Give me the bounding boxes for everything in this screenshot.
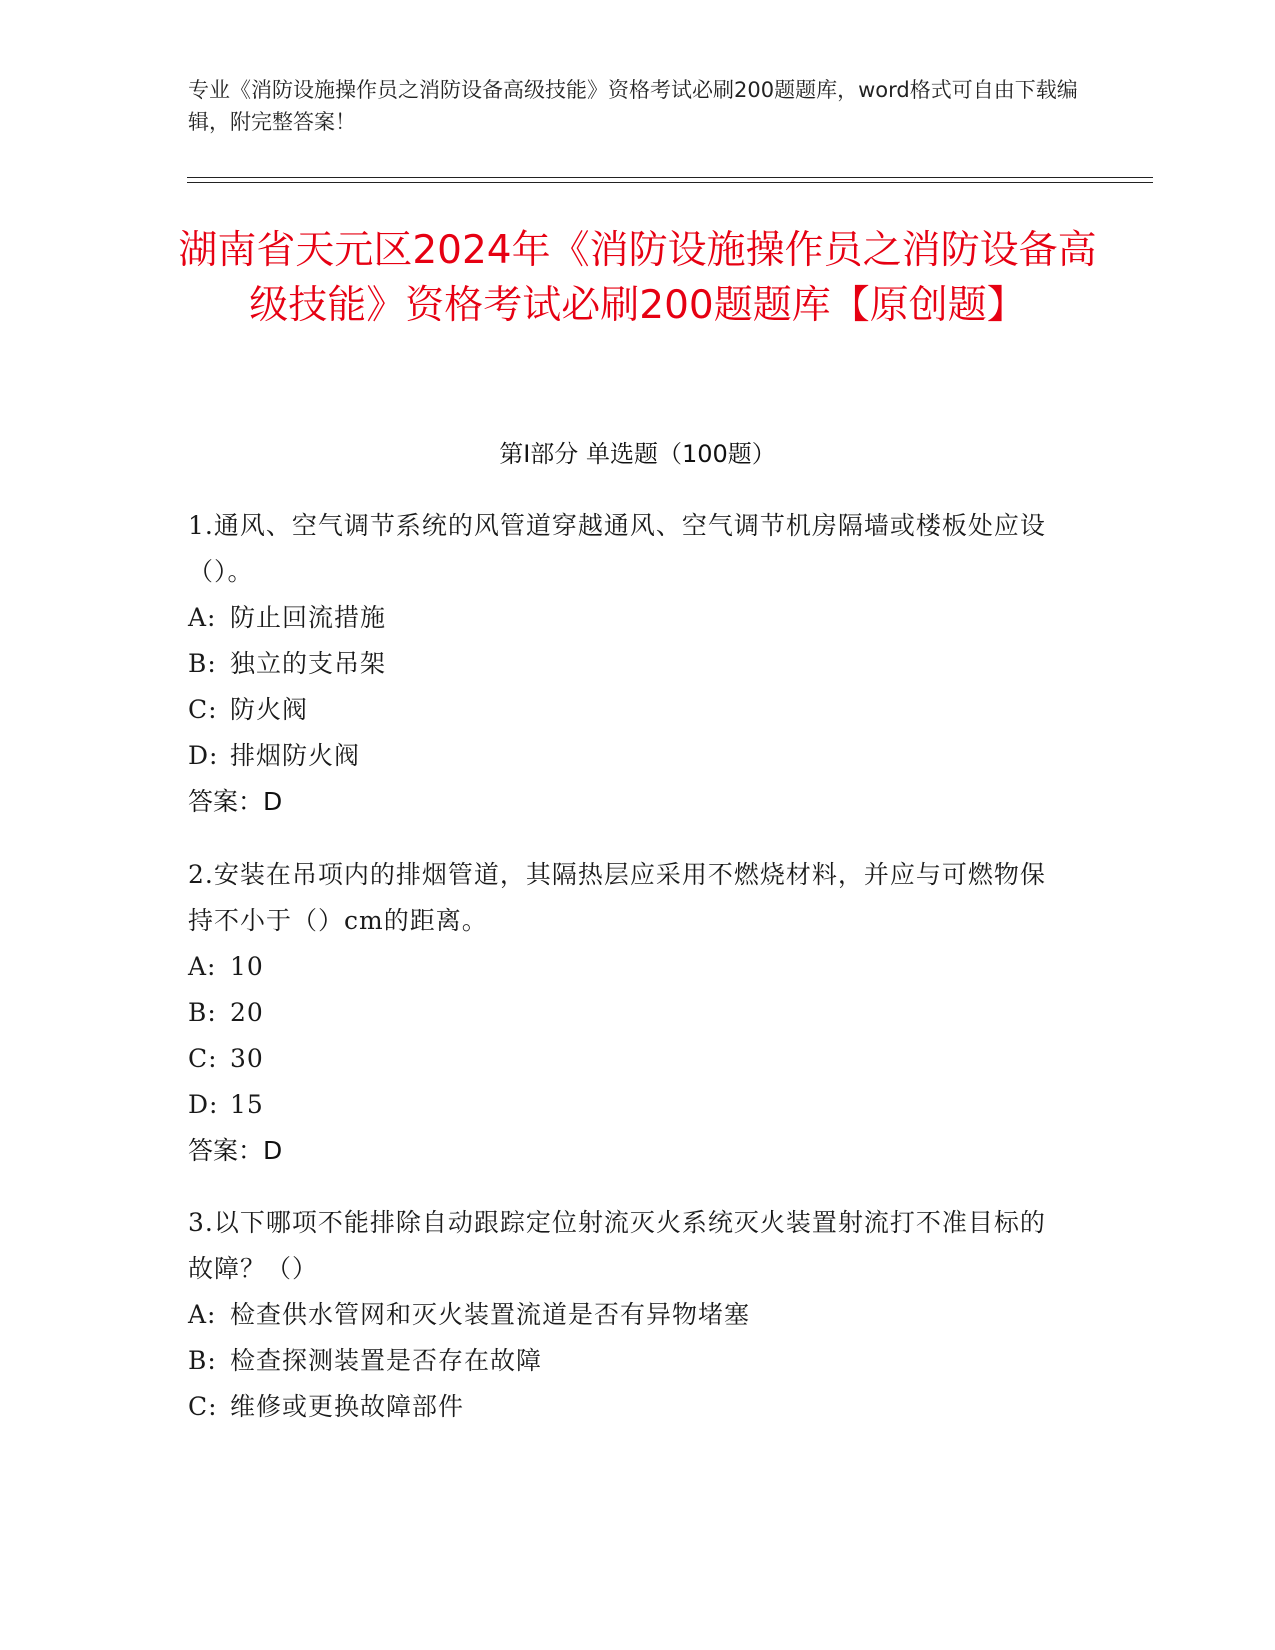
option-key: A: xyxy=(188,952,217,981)
answer-option xyxy=(188,1292,1068,1338)
option-key: B: xyxy=(188,649,217,678)
document-title: 湖南省天元区2024年《消防设施操作员之消防设备高级技能》资格考试必刷200题题库【原创题】 xyxy=(178,228,1097,328)
option-text: 防火阀 xyxy=(230,695,309,724)
option-key: D: xyxy=(188,741,219,770)
option-text: 排烟防火阀 xyxy=(230,741,361,770)
option-key: D: xyxy=(188,1090,219,1119)
option-text: 检查探测装置是否存在故障 xyxy=(230,1346,543,1375)
question-text: 1.通风、空气调节系统的风管道穿越通风、空气调节机房隔墙或楼板处应设（）。 xyxy=(188,511,1046,586)
option-text: 30 xyxy=(230,1044,264,1073)
header-note: 专业《消防设施操作员之消防设备高级技能》资格考试必刷200题题库，word格式可自由下载编辑，附完整答案！ xyxy=(188,78,1078,134)
answer-option xyxy=(188,1082,1068,1128)
answer-option xyxy=(188,641,1068,687)
question-text: 3.以下哪项不能排除自动跟踪定位射流灭火系统灭火装置射流打不准目标的故障？（） xyxy=(188,1208,1046,1283)
option-key: C: xyxy=(188,1044,218,1073)
section-title: 第Ⅰ部分 单选题（100题） xyxy=(499,440,776,468)
answer-option xyxy=(188,687,1068,733)
option-key: C: xyxy=(188,695,218,724)
option-text: 20 xyxy=(230,998,264,1027)
question-item xyxy=(188,1200,1068,1430)
question-item xyxy=(188,503,1068,825)
option-text: 检查供水管网和灭火装置流道是否有异物堵塞 xyxy=(230,1300,751,1329)
option-text: 10 xyxy=(230,952,264,981)
option-text: 维修或更换故障部件 xyxy=(230,1392,465,1421)
answer-line: 答案：D xyxy=(188,787,283,816)
answer-option xyxy=(188,944,1068,990)
option-key: A: xyxy=(188,1300,217,1329)
answer-line: 答案：D xyxy=(188,1136,283,1165)
answer-option xyxy=(188,1338,1068,1384)
option-text: 15 xyxy=(230,1090,264,1119)
header-divider xyxy=(187,182,1153,183)
option-key: B: xyxy=(188,1346,217,1375)
question-text: 2.安装在吊项内的排烟管道，其隔热层应采用不燃烧材料，并应与可燃物保持不小于（）cm的距离。 xyxy=(188,860,1046,935)
option-key: C: xyxy=(188,1392,218,1421)
answer-option xyxy=(188,595,1068,641)
answer-option xyxy=(188,1384,1068,1430)
option-text: 防止回流措施 xyxy=(230,603,387,632)
option-key: B: xyxy=(188,998,217,1027)
option-text: 独立的支吊架 xyxy=(230,649,387,678)
question-item xyxy=(188,852,1068,1174)
answer-option xyxy=(188,1036,1068,1082)
option-key: A: xyxy=(188,603,217,632)
header-divider xyxy=(187,177,1153,178)
answer-option xyxy=(188,733,1068,779)
answer-option xyxy=(188,990,1068,1036)
